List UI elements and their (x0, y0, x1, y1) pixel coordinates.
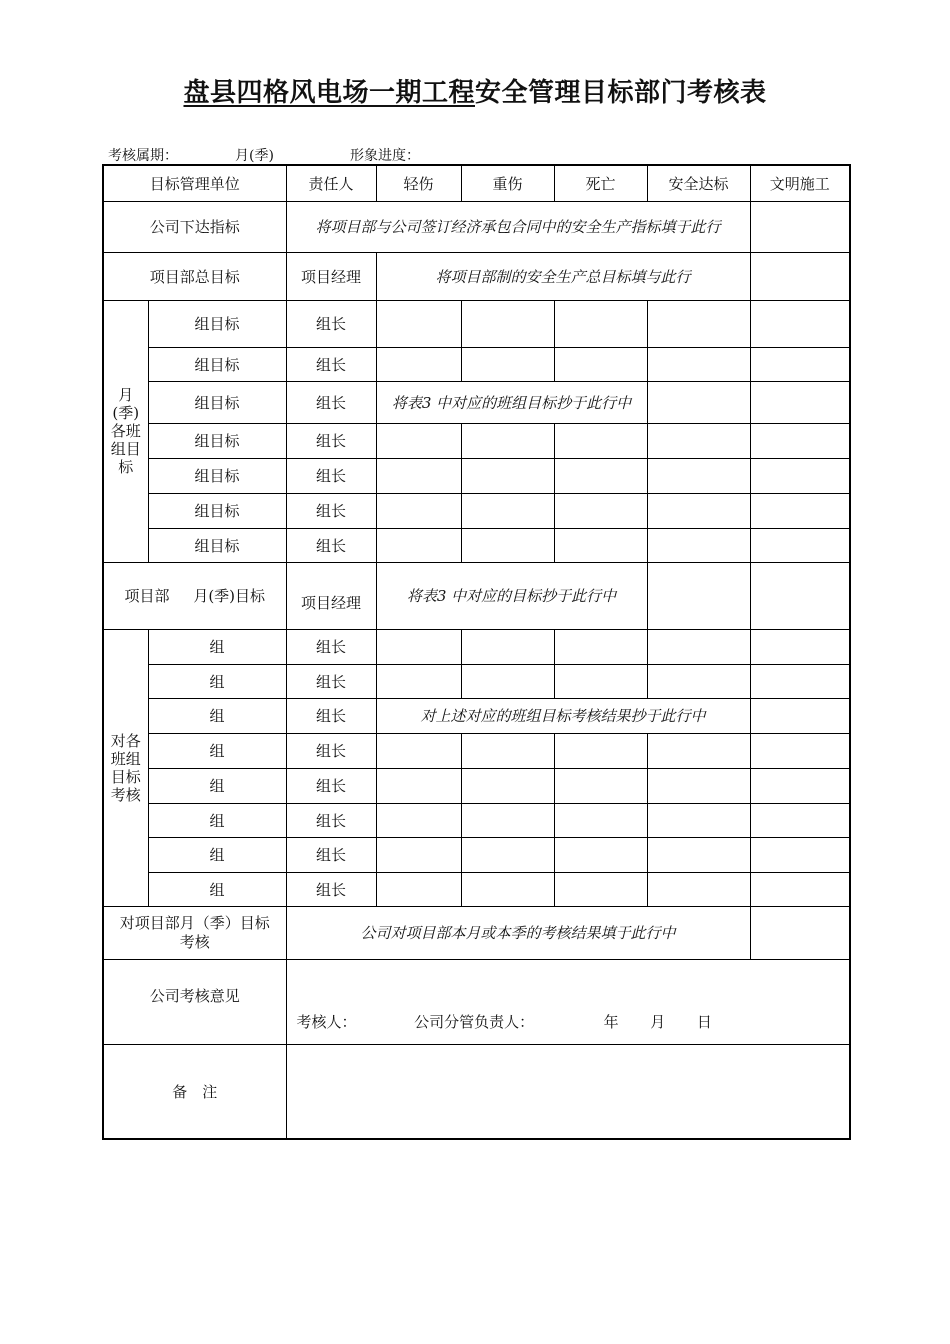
table-row (103, 458, 850, 493)
year-label: 年 (603, 1012, 619, 1031)
cell[interactable] (376, 803, 461, 837)
group-label: 组 (148, 629, 286, 664)
cell[interactable] (461, 347, 554, 381)
title-rest: 安全管理目标部门考核表 (475, 78, 767, 108)
company-indicator-row (103, 201, 850, 252)
cell[interactable] (750, 458, 850, 493)
cell[interactable] (376, 837, 461, 872)
table-row (103, 629, 850, 664)
project-goal-note: 将项目部制的安全生产总目标填与此行 (376, 252, 750, 300)
cell[interactable] (750, 698, 850, 733)
opinion-row (103, 959, 850, 1044)
group-leader: 组长 (286, 803, 376, 837)
group-leader: 组长 (286, 872, 376, 906)
header-civilized-construction: 文明施工 (750, 165, 850, 201)
cell[interactable] (647, 733, 750, 768)
project-goal-person: 项目经理 (286, 252, 376, 300)
page-title (0, 72, 950, 109)
remarks-field[interactable] (286, 1044, 850, 1139)
header-unit: 目标管理单位 (103, 165, 286, 201)
group-label: 组 (148, 733, 286, 768)
cell[interactable] (461, 837, 554, 872)
table-row (103, 837, 850, 872)
cell[interactable] (554, 300, 647, 347)
cell[interactable] (647, 381, 750, 423)
month-label-sign: 月 (650, 1012, 666, 1031)
cell[interactable] (750, 562, 850, 629)
period-label: 考核属期： (108, 148, 178, 164)
cell[interactable] (647, 629, 750, 664)
group-leader: 组长 (286, 629, 376, 664)
header-person: 责任人 (286, 165, 376, 201)
group-target-label: 组目标 (148, 423, 286, 458)
cell[interactable] (376, 423, 461, 458)
header-serious-injury: 重伤 (461, 165, 554, 201)
cell[interactable] (376, 629, 461, 664)
leader-label: 公司分管负责人： (414, 1012, 535, 1031)
remarks-row (103, 1044, 850, 1139)
cell[interactable] (554, 629, 647, 664)
table-row (103, 698, 850, 733)
monthly-group-side-label: 月(季)各班组目标 (103, 300, 148, 562)
cell[interactable] (750, 733, 850, 768)
assessment-table (102, 164, 851, 1140)
cell[interactable] (461, 768, 554, 803)
title-underlined: 盘县四格风电场一期工程 (183, 78, 475, 108)
cell[interactable] (750, 528, 850, 562)
cell[interactable] (376, 347, 461, 381)
cell[interactable] (750, 423, 850, 458)
company-indicator-label: 公司下达指标 (103, 201, 286, 252)
project-monthly-note: 将表3 中对应的目标抄于此行中 (376, 562, 647, 629)
cell[interactable] (376, 528, 461, 562)
group-leader: 组长 (286, 300, 376, 347)
cell[interactable] (376, 733, 461, 768)
group-leader: 组长 (286, 733, 376, 768)
group-target-label: 组目标 (148, 300, 286, 347)
table-row (103, 347, 850, 381)
group-label: 组 (148, 768, 286, 803)
table-row (103, 300, 850, 347)
cell[interactable] (647, 837, 750, 872)
cell[interactable] (376, 493, 461, 528)
header-death: 死亡 (554, 165, 647, 201)
cell[interactable] (750, 252, 850, 300)
cell[interactable] (750, 837, 850, 872)
table-row (103, 768, 850, 803)
cell[interactable] (461, 458, 554, 493)
month-label: 月(季) (235, 148, 274, 164)
project-monthly-row (103, 562, 850, 629)
cell[interactable] (750, 201, 850, 252)
group-target-label: 组目标 (148, 493, 286, 528)
table-row (103, 423, 850, 458)
table-row (103, 664, 850, 698)
day-label: 日 (696, 1012, 712, 1031)
group-label: 组 (148, 837, 286, 872)
cell[interactable] (554, 493, 647, 528)
cell[interactable] (554, 347, 647, 381)
header-row (103, 165, 850, 201)
project-assess-label: 对项目部月（季）目标考核 (103, 906, 286, 959)
group-label: 组 (148, 698, 286, 733)
cell[interactable] (647, 768, 750, 803)
cell[interactable] (554, 528, 647, 562)
group-leader: 组长 (286, 837, 376, 872)
cell[interactable] (647, 300, 750, 347)
cell[interactable] (750, 906, 850, 959)
cell[interactable] (376, 664, 461, 698)
cell[interactable] (750, 664, 850, 698)
project-assess-row (103, 906, 850, 959)
group-assess-side-label: 对各班组目标考核 (103, 629, 148, 906)
group-label: 组 (148, 872, 286, 906)
cell[interactable] (554, 664, 647, 698)
project-goal-row (103, 252, 850, 300)
cell[interactable] (647, 528, 750, 562)
cell[interactable] (750, 768, 850, 803)
cell[interactable] (461, 872, 554, 906)
cell[interactable] (750, 803, 850, 837)
group-leader: 组长 (286, 347, 376, 381)
cell[interactable] (750, 347, 850, 381)
cell[interactable] (554, 803, 647, 837)
group-label: 组 (148, 803, 286, 837)
cell[interactable] (461, 493, 554, 528)
cell[interactable] (647, 493, 750, 528)
cell[interactable] (554, 733, 647, 768)
header-safety-standard: 安全达标 (647, 165, 750, 201)
project-monthly-person: 项目经理 (286, 562, 376, 629)
cell[interactable] (647, 664, 750, 698)
progress-label: 形象进度： (350, 148, 420, 164)
group-leader: 组长 (286, 423, 376, 458)
group-target-label: 组目标 (148, 347, 286, 381)
cell[interactable] (376, 300, 461, 347)
cell[interactable] (554, 423, 647, 458)
group-target-label: 组目标 (148, 381, 286, 423)
cell[interactable] (461, 664, 554, 698)
cell[interactable] (647, 562, 750, 629)
cell[interactable] (750, 872, 850, 906)
cell[interactable] (376, 768, 461, 803)
table-row (103, 803, 850, 837)
table-row (103, 872, 850, 906)
opinion-field[interactable] (286, 959, 850, 1044)
group-leader: 组长 (286, 493, 376, 528)
group-leader: 组长 (286, 768, 376, 803)
cell[interactable] (647, 803, 750, 837)
cell[interactable] (376, 458, 461, 493)
group-leader: 组长 (286, 458, 376, 493)
cell[interactable] (750, 629, 850, 664)
cell[interactable] (647, 423, 750, 458)
table-row (103, 733, 850, 768)
cell[interactable] (461, 528, 554, 562)
group-leader: 组长 (286, 698, 376, 733)
table-row (103, 493, 850, 528)
cell[interactable] (554, 872, 647, 906)
group-leader: 组长 (286, 381, 376, 423)
cell[interactable] (461, 733, 554, 768)
project-goal-label: 项目部总目标 (103, 252, 286, 300)
assessor-label: 考核人： (296, 1012, 357, 1031)
cell[interactable] (750, 381, 850, 423)
cell[interactable] (461, 423, 554, 458)
table-row (103, 528, 850, 562)
group-label: 组 (148, 664, 286, 698)
cell[interactable] (647, 347, 750, 381)
cell[interactable] (376, 872, 461, 906)
cell[interactable] (554, 458, 647, 493)
group-leader: 组长 (286, 664, 376, 698)
group-assess-note: 对上述对应的班组目标考核结果抄于此行中 (376, 698, 750, 733)
group-target-label: 组目标 (148, 458, 286, 493)
project-monthly-label: 项目部 月(季)目标 (103, 562, 286, 629)
cell[interactable] (461, 300, 554, 347)
cell[interactable] (554, 837, 647, 872)
cell[interactable] (750, 493, 850, 528)
cell[interactable] (750, 300, 850, 347)
cell[interactable] (647, 458, 750, 493)
cell[interactable] (461, 803, 554, 837)
cell[interactable] (554, 768, 647, 803)
group-target-label: 组目标 (148, 528, 286, 562)
table-row (103, 381, 850, 423)
monthly-group-note: 将表3 中对应的班组目标抄于此行中 (376, 381, 647, 423)
company-indicator-note: 将项目部与公司签订经济承包合同中的安全生产指标填于此行 (286, 201, 750, 252)
remarks-label: 备 注 (103, 1044, 286, 1139)
opinion-label: 公司考核意见 (103, 959, 286, 1044)
project-assess-note: 公司对项目部本月或本季的考核结果填于此行中 (286, 906, 750, 959)
group-leader: 组长 (286, 528, 376, 562)
header-minor-injury: 轻伤 (376, 165, 461, 201)
cell[interactable] (647, 872, 750, 906)
cell[interactable] (461, 629, 554, 664)
